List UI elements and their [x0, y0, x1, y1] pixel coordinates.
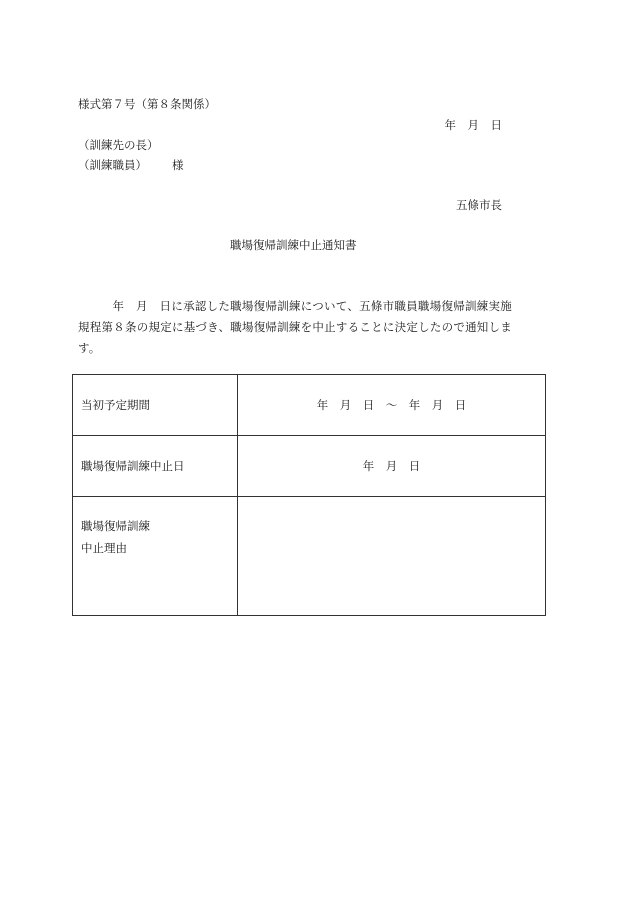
- date-line: 年 月 日: [444, 118, 502, 132]
- notice-body: 年 月 日に承認した職場復帰訓練について、五條市職員職場復帰訓練実施規程第８条の規定に基づき、職場復帰訓練を中止することに決定したので通知します。: [78, 299, 512, 355]
- table-row: [73, 436, 546, 497]
- period-value: 年 月 日 ～ 年 月 日: [238, 375, 546, 436]
- honorific: 様: [172, 158, 184, 172]
- reason-value[interactable]: [238, 497, 546, 616]
- period-label: 当初予定期間: [73, 375, 238, 436]
- recipient-trainee: （訓練職員）: [78, 158, 147, 172]
- form-number: 様式第７号（第８条関係）: [78, 97, 216, 111]
- stop-date-value: 年 月 日: [238, 436, 546, 497]
- issuer: 五條市長: [456, 198, 502, 212]
- info-table: [72, 374, 546, 616]
- reason-label-line1: 職場復帰訓練: [81, 519, 150, 533]
- reason-label: [73, 497, 238, 616]
- recipient-head: （訓練先の長）: [78, 138, 159, 152]
- table-row: [73, 497, 546, 616]
- reason-label-line2: 中止理由: [81, 541, 127, 555]
- stop-date-label: 職場復帰訓練中止日: [73, 436, 238, 497]
- table-row: [73, 375, 546, 436]
- document-title: 職場復帰訓練中止通知書: [230, 238, 357, 252]
